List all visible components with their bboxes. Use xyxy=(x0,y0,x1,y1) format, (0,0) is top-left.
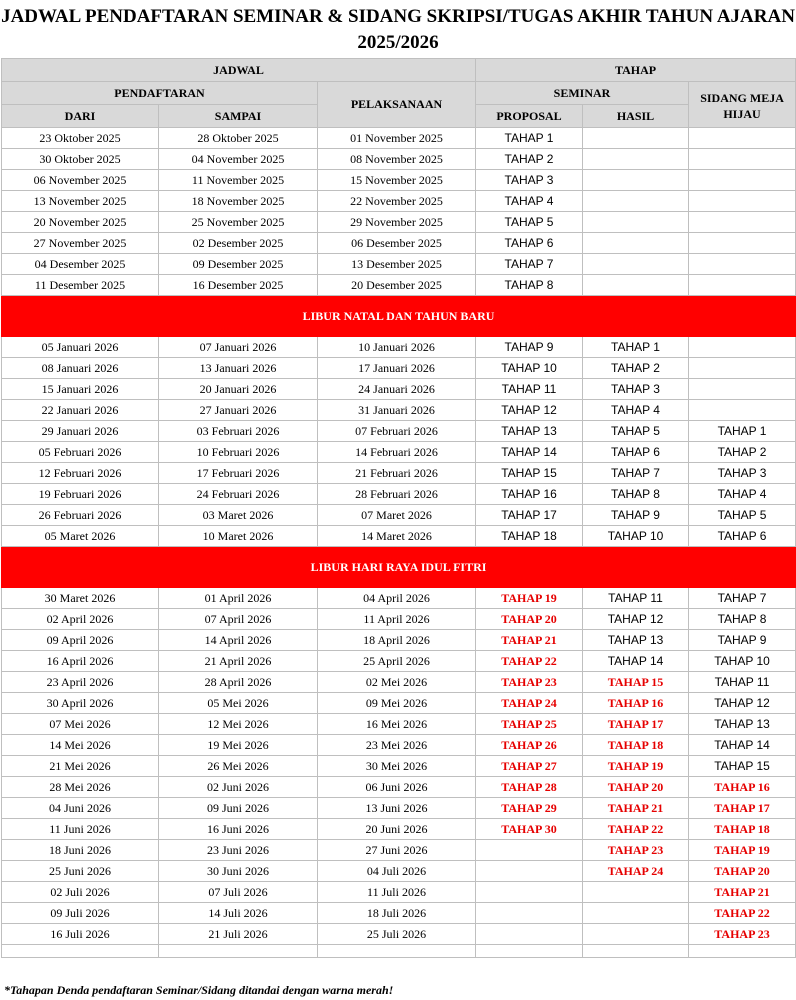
cell-sampai: 28 April 2026 xyxy=(159,672,318,693)
cell-hasil: TAHAP 8 xyxy=(583,484,689,505)
cell-hasil: TAHAP 12 xyxy=(583,609,689,630)
cell-proposal: TAHAP 11 xyxy=(476,379,583,400)
cell-pelaksanaan: 10 Januari 2026 xyxy=(318,337,476,358)
cell-hasil: TAHAP 14 xyxy=(583,651,689,672)
cell-sampai: 10 Februari 2026 xyxy=(159,442,318,463)
cell-sampai: 02 Juni 2026 xyxy=(159,777,318,798)
cell-pelaksanaan: 23 Mei 2026 xyxy=(318,735,476,756)
cell-sampai: 19 Mei 2026 xyxy=(159,735,318,756)
cell-pelaksanaan: 07 Maret 2026 xyxy=(318,505,476,526)
header-proposal: PROPOSAL xyxy=(476,105,583,128)
table-row xyxy=(2,463,796,484)
cell-pelaksanaan: 16 Mei 2026 xyxy=(318,714,476,735)
empty-cell xyxy=(159,945,318,958)
cell-pelaksanaan: 06 Desember 2025 xyxy=(318,233,476,254)
table-row xyxy=(2,651,796,672)
cell-pelaksanaan: 11 Juli 2026 xyxy=(318,882,476,903)
table-row xyxy=(2,630,796,651)
table-row xyxy=(2,358,796,379)
cell-pelaksanaan: 18 Juli 2026 xyxy=(318,903,476,924)
cell-hasil xyxy=(583,903,689,924)
table-row xyxy=(2,882,796,903)
cell-hasil: TAHAP 21 xyxy=(583,798,689,819)
cell-pelaksanaan: 14 Maret 2026 xyxy=(318,526,476,547)
cell-proposal: TAHAP 5 xyxy=(476,212,583,233)
empty-row xyxy=(2,945,796,958)
cell-dari: 16 Juli 2026 xyxy=(2,924,159,945)
table-row xyxy=(2,798,796,819)
cell-sampai: 24 Februari 2026 xyxy=(159,484,318,505)
cell-hasil: TAHAP 17 xyxy=(583,714,689,735)
cell-dari: 05 Maret 2026 xyxy=(2,526,159,547)
cell-proposal: TAHAP 26 xyxy=(476,735,583,756)
cell-sidang: TAHAP 11 xyxy=(689,672,796,693)
cell-hasil xyxy=(583,149,689,170)
holiday-band xyxy=(2,547,796,588)
cell-sidang: TAHAP 23 xyxy=(689,924,796,945)
cell-sidang: TAHAP 15 xyxy=(689,756,796,777)
header-pelaksanaan: PELAKSANAAN xyxy=(318,82,476,128)
empty-cell xyxy=(318,945,476,958)
schedule-body xyxy=(2,128,796,958)
cell-sampai: 03 Februari 2026 xyxy=(159,421,318,442)
cell-sampai: 09 Juni 2026 xyxy=(159,798,318,819)
table-row xyxy=(2,128,796,149)
table-row xyxy=(2,191,796,212)
cell-pelaksanaan: 08 November 2025 xyxy=(318,149,476,170)
cell-dari: 06 November 2025 xyxy=(2,170,159,191)
table-row xyxy=(2,924,796,945)
cell-proposal: TAHAP 7 xyxy=(476,254,583,275)
cell-hasil: TAHAP 9 xyxy=(583,505,689,526)
cell-sidang: TAHAP 21 xyxy=(689,882,796,903)
table-row xyxy=(2,233,796,254)
cell-proposal: TAHAP 12 xyxy=(476,400,583,421)
cell-pelaksanaan: 30 Mei 2026 xyxy=(318,756,476,777)
cell-hasil: TAHAP 7 xyxy=(583,463,689,484)
cell-hasil: TAHAP 4 xyxy=(583,400,689,421)
cell-sampai: 10 Maret 2026 xyxy=(159,526,318,547)
table-row xyxy=(2,442,796,463)
cell-hasil: TAHAP 18 xyxy=(583,735,689,756)
cell-pelaksanaan: 21 Februari 2026 xyxy=(318,463,476,484)
cell-dari: 09 April 2026 xyxy=(2,630,159,651)
cell-sidang: TAHAP 10 xyxy=(689,651,796,672)
page-title: JADWAL PENDAFTARAN SEMINAR & SIDANG SKRIPSI/TUGAS AKHIR TAHUN AJARAN 2025/2026 xyxy=(1,6,795,53)
cell-sampai: 04 November 2025 xyxy=(159,149,318,170)
cell-proposal: TAHAP 15 xyxy=(476,463,583,484)
cell-dari: 30 April 2026 xyxy=(2,693,159,714)
cell-sampai: 07 Juli 2026 xyxy=(159,882,318,903)
header-sidang-meja-hijau: SIDANG MEJA HIJAU xyxy=(689,82,796,128)
cell-sampai: 07 April 2026 xyxy=(159,609,318,630)
cell-dari: 27 November 2025 xyxy=(2,233,159,254)
holiday-band xyxy=(2,296,796,337)
cell-pelaksanaan: 11 April 2026 xyxy=(318,609,476,630)
cell-sampai: 03 Maret 2026 xyxy=(159,505,318,526)
cell-dari: 28 Mei 2026 xyxy=(2,777,159,798)
cell-hasil xyxy=(583,882,689,903)
holiday-label: LIBUR HARI RAYA IDUL FITRI xyxy=(2,547,796,588)
cell-sampai: 23 Juni 2026 xyxy=(159,840,318,861)
cell-proposal: TAHAP 16 xyxy=(476,484,583,505)
header-seminar: SEMINAR xyxy=(476,82,689,105)
cell-pelaksanaan: 09 Mei 2026 xyxy=(318,693,476,714)
cell-dari: 26 Februari 2026 xyxy=(2,505,159,526)
cell-dari: 30 Oktober 2025 xyxy=(2,149,159,170)
cell-pelaksanaan: 25 Juli 2026 xyxy=(318,924,476,945)
cell-proposal: TAHAP 21 xyxy=(476,630,583,651)
table-row xyxy=(2,903,796,924)
cell-sidang xyxy=(689,275,796,296)
table-row xyxy=(2,693,796,714)
cell-sidang xyxy=(689,337,796,358)
holiday-label: LIBUR NATAL DAN TAHUN BARU xyxy=(2,296,796,337)
table-row xyxy=(2,505,796,526)
cell-hasil: TAHAP 20 xyxy=(583,777,689,798)
cell-sidang: TAHAP 14 xyxy=(689,735,796,756)
cell-sampai: 27 Januari 2026 xyxy=(159,400,318,421)
cell-dari: 21 Mei 2026 xyxy=(2,756,159,777)
cell-dari: 20 November 2025 xyxy=(2,212,159,233)
cell-dari: 15 Januari 2026 xyxy=(2,379,159,400)
cell-proposal: TAHAP 14 xyxy=(476,442,583,463)
cell-proposal: TAHAP 25 xyxy=(476,714,583,735)
cell-sidang xyxy=(689,212,796,233)
cell-dari: 05 Februari 2026 xyxy=(2,442,159,463)
cell-dari: 07 Mei 2026 xyxy=(2,714,159,735)
cell-sidang: TAHAP 12 xyxy=(689,693,796,714)
cell-proposal: TAHAP 19 xyxy=(476,588,583,609)
footnote: *Tahapan Denda pendaftaran Seminar/Sidang ditandai dengan warna merah! xyxy=(4,983,394,997)
cell-sampai: 28 Oktober 2025 xyxy=(159,128,318,149)
cell-pelaksanaan: 31 Januari 2026 xyxy=(318,400,476,421)
table-row xyxy=(2,840,796,861)
cell-sampai: 21 April 2026 xyxy=(159,651,318,672)
cell-hasil: TAHAP 24 xyxy=(583,861,689,882)
cell-proposal: TAHAP 29 xyxy=(476,798,583,819)
cell-proposal: TAHAP 9 xyxy=(476,337,583,358)
cell-pelaksanaan: 07 Februari 2026 xyxy=(318,421,476,442)
cell-sidang: TAHAP 3 xyxy=(689,463,796,484)
table-row xyxy=(2,212,796,233)
cell-proposal: TAHAP 10 xyxy=(476,358,583,379)
cell-sidang: TAHAP 16 xyxy=(689,777,796,798)
cell-proposal: TAHAP 17 xyxy=(476,505,583,526)
cell-dari: 11 Juni 2026 xyxy=(2,819,159,840)
cell-hasil xyxy=(583,233,689,254)
cell-sidang: TAHAP 5 xyxy=(689,505,796,526)
cell-pelaksanaan: 28 Februari 2026 xyxy=(318,484,476,505)
cell-hasil: TAHAP 1 xyxy=(583,337,689,358)
cell-hasil: TAHAP 6 xyxy=(583,442,689,463)
cell-hasil xyxy=(583,191,689,212)
table-row xyxy=(2,400,796,421)
cell-pelaksanaan: 29 November 2025 xyxy=(318,212,476,233)
cell-dari: 23 April 2026 xyxy=(2,672,159,693)
cell-sampai: 11 November 2025 xyxy=(159,170,318,191)
table-row xyxy=(2,275,796,296)
empty-cell xyxy=(689,945,796,958)
cell-sampai: 17 Februari 2026 xyxy=(159,463,318,484)
table-row xyxy=(2,588,796,609)
cell-pelaksanaan: 24 Januari 2026 xyxy=(318,379,476,400)
cell-proposal: TAHAP 28 xyxy=(476,777,583,798)
header-hasil: HASIL xyxy=(583,105,689,128)
cell-proposal xyxy=(476,882,583,903)
cell-hasil: TAHAP 11 xyxy=(583,588,689,609)
cell-sidang: TAHAP 6 xyxy=(689,526,796,547)
cell-sampai: 13 Januari 2026 xyxy=(159,358,318,379)
table-row xyxy=(2,735,796,756)
cell-dari: 04 Juni 2026 xyxy=(2,798,159,819)
empty-cell xyxy=(583,945,689,958)
cell-pelaksanaan: 13 Desember 2025 xyxy=(318,254,476,275)
table-row xyxy=(2,337,796,358)
cell-dari: 05 Januari 2026 xyxy=(2,337,159,358)
cell-hasil: TAHAP 3 xyxy=(583,379,689,400)
table-row xyxy=(2,149,796,170)
cell-sidang: TAHAP 1 xyxy=(689,421,796,442)
cell-sidang xyxy=(689,400,796,421)
cell-dari: 19 Februari 2026 xyxy=(2,484,159,505)
cell-sampai: 21 Juli 2026 xyxy=(159,924,318,945)
cell-hasil xyxy=(583,254,689,275)
cell-dari: 22 Januari 2026 xyxy=(2,400,159,421)
cell-proposal xyxy=(476,903,583,924)
header-jadwal: JADWAL xyxy=(2,59,476,82)
cell-sidang xyxy=(689,379,796,400)
cell-dari: 23 Oktober 2025 xyxy=(2,128,159,149)
table-row xyxy=(2,170,796,191)
cell-hasil: TAHAP 19 xyxy=(583,756,689,777)
table-row xyxy=(2,421,796,442)
table-row xyxy=(2,777,796,798)
cell-dari: 25 Juni 2026 xyxy=(2,861,159,882)
cell-sampai: 09 Desember 2025 xyxy=(159,254,318,275)
header-tahap: TAHAP xyxy=(476,59,796,82)
cell-pelaksanaan: 13 Juni 2026 xyxy=(318,798,476,819)
cell-pelaksanaan: 20 Desember 2025 xyxy=(318,275,476,296)
schedule-table xyxy=(1,58,796,958)
cell-proposal: TAHAP 8 xyxy=(476,275,583,296)
cell-hasil xyxy=(583,128,689,149)
cell-sampai: 25 November 2025 xyxy=(159,212,318,233)
cell-proposal: TAHAP 27 xyxy=(476,756,583,777)
cell-pelaksanaan: 01 November 2025 xyxy=(318,128,476,149)
cell-hasil: TAHAP 10 xyxy=(583,526,689,547)
cell-dari: 30 Maret 2026 xyxy=(2,588,159,609)
table-row xyxy=(2,254,796,275)
cell-sampai: 14 April 2026 xyxy=(159,630,318,651)
table-row xyxy=(2,609,796,630)
cell-dari: 08 Januari 2026 xyxy=(2,358,159,379)
cell-proposal: TAHAP 13 xyxy=(476,421,583,442)
table-row xyxy=(2,379,796,400)
cell-pelaksanaan: 06 Juni 2026 xyxy=(318,777,476,798)
cell-sampai: 30 Juni 2026 xyxy=(159,861,318,882)
cell-dari: 16 April 2026 xyxy=(2,651,159,672)
cell-hasil: TAHAP 16 xyxy=(583,693,689,714)
cell-sampai: 02 Desember 2025 xyxy=(159,233,318,254)
empty-cell xyxy=(476,945,583,958)
cell-proposal: TAHAP 2 xyxy=(476,149,583,170)
cell-sidang: TAHAP 4 xyxy=(689,484,796,505)
cell-proposal xyxy=(476,924,583,945)
cell-sidang: TAHAP 20 xyxy=(689,861,796,882)
cell-proposal: TAHAP 23 xyxy=(476,672,583,693)
cell-sampai: 16 Desember 2025 xyxy=(159,275,318,296)
cell-dari: 04 Desember 2025 xyxy=(2,254,159,275)
cell-sampai: 01 April 2026 xyxy=(159,588,318,609)
cell-hasil: TAHAP 2 xyxy=(583,358,689,379)
cell-sidang: TAHAP 19 xyxy=(689,840,796,861)
cell-sidang xyxy=(689,191,796,212)
cell-hasil xyxy=(583,212,689,233)
cell-dari: 13 November 2025 xyxy=(2,191,159,212)
cell-dari: 02 Juli 2026 xyxy=(2,882,159,903)
cell-proposal: TAHAP 30 xyxy=(476,819,583,840)
cell-sidang: TAHAP 8 xyxy=(689,609,796,630)
cell-proposal: TAHAP 3 xyxy=(476,170,583,191)
cell-hasil: TAHAP 13 xyxy=(583,630,689,651)
cell-sampai: 07 Januari 2026 xyxy=(159,337,318,358)
cell-sidang: TAHAP 9 xyxy=(689,630,796,651)
empty-cell xyxy=(2,945,159,958)
cell-hasil xyxy=(583,170,689,191)
table-row xyxy=(2,714,796,735)
table-row xyxy=(2,861,796,882)
cell-sidang xyxy=(689,254,796,275)
cell-sidang xyxy=(689,128,796,149)
cell-sidang xyxy=(689,233,796,254)
cell-sidang xyxy=(689,170,796,191)
cell-hasil: TAHAP 5 xyxy=(583,421,689,442)
cell-pelaksanaan: 15 November 2025 xyxy=(318,170,476,191)
cell-hasil: TAHAP 23 xyxy=(583,840,689,861)
cell-sidang: TAHAP 2 xyxy=(689,442,796,463)
table-row xyxy=(2,484,796,505)
cell-dari: 14 Mei 2026 xyxy=(2,735,159,756)
table-row xyxy=(2,672,796,693)
cell-proposal: TAHAP 20 xyxy=(476,609,583,630)
header-sampai: SAMPAI xyxy=(159,105,318,128)
cell-proposal: TAHAP 22 xyxy=(476,651,583,672)
cell-sidang xyxy=(689,149,796,170)
cell-pelaksanaan: 27 Juni 2026 xyxy=(318,840,476,861)
cell-proposal: TAHAP 18 xyxy=(476,526,583,547)
cell-proposal: TAHAP 1 xyxy=(476,128,583,149)
cell-sampai: 05 Mei 2026 xyxy=(159,693,318,714)
cell-pelaksanaan: 17 Januari 2026 xyxy=(318,358,476,379)
cell-dari: 11 Desember 2025 xyxy=(2,275,159,296)
cell-hasil xyxy=(583,275,689,296)
cell-proposal: TAHAP 4 xyxy=(476,191,583,212)
cell-sampai: 18 November 2025 xyxy=(159,191,318,212)
cell-hasil: TAHAP 15 xyxy=(583,672,689,693)
cell-sidang: TAHAP 13 xyxy=(689,714,796,735)
table-row xyxy=(2,819,796,840)
cell-proposal: TAHAP 24 xyxy=(476,693,583,714)
cell-hasil: TAHAP 22 xyxy=(583,819,689,840)
cell-pelaksanaan: 22 November 2025 xyxy=(318,191,476,212)
cell-sidang: TAHAP 18 xyxy=(689,819,796,840)
cell-proposal: TAHAP 6 xyxy=(476,233,583,254)
cell-dari: 29 Januari 2026 xyxy=(2,421,159,442)
cell-sampai: 16 Juni 2026 xyxy=(159,819,318,840)
cell-pelaksanaan: 20 Juni 2026 xyxy=(318,819,476,840)
cell-pelaksanaan: 18 April 2026 xyxy=(318,630,476,651)
cell-pelaksanaan: 25 April 2026 xyxy=(318,651,476,672)
cell-dari: 02 April 2026 xyxy=(2,609,159,630)
cell-sampai: 14 Juli 2026 xyxy=(159,903,318,924)
cell-proposal xyxy=(476,861,583,882)
cell-pelaksanaan: 04 April 2026 xyxy=(318,588,476,609)
cell-sidang xyxy=(689,358,796,379)
cell-sampai: 20 Januari 2026 xyxy=(159,379,318,400)
cell-proposal xyxy=(476,840,583,861)
cell-dari: 18 Juni 2026 xyxy=(2,840,159,861)
cell-pelaksanaan: 14 Februari 2026 xyxy=(318,442,476,463)
cell-sidang: TAHAP 22 xyxy=(689,903,796,924)
cell-sampai: 26 Mei 2026 xyxy=(159,756,318,777)
cell-hasil xyxy=(583,924,689,945)
cell-sampai: 12 Mei 2026 xyxy=(159,714,318,735)
header-dari: DARI xyxy=(2,105,159,128)
cell-sidang: TAHAP 17 xyxy=(689,798,796,819)
cell-dari: 09 Juli 2026 xyxy=(2,903,159,924)
table-row xyxy=(2,756,796,777)
table-row xyxy=(2,526,796,547)
cell-sidang: TAHAP 7 xyxy=(689,588,796,609)
cell-dari: 12 Februari 2026 xyxy=(2,463,159,484)
header-pendaftaran: PENDAFTARAN xyxy=(2,82,318,105)
cell-pelaksanaan: 02 Mei 2026 xyxy=(318,672,476,693)
cell-pelaksanaan: 04 Juli 2026 xyxy=(318,861,476,882)
